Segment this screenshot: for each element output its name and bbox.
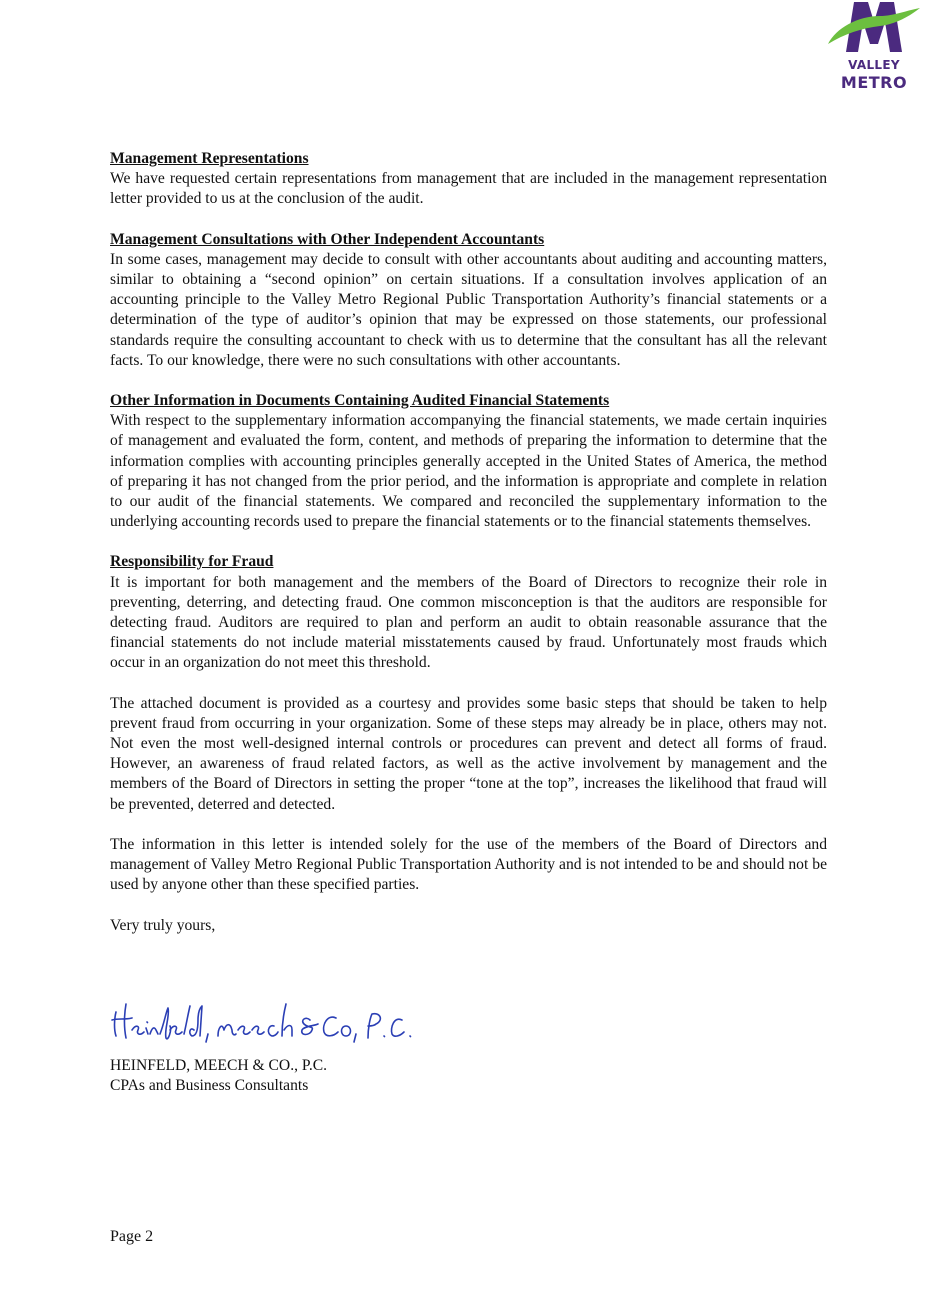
logo-text-metro: METRO xyxy=(840,73,908,92)
section-heading: Other Information in Documents Containing Audited Financial Statements xyxy=(110,392,610,410)
section-paragraph: In some cases, management may decide to consult with other accountants about auditing and accounting matters, similar to obtaining a “second opinion” on certain situations. If a consultation involves application of an accounting principle to the Valley Metro Regional Public Transportation Authority’s financial statements or a determination of the type of auditor’s opinion that may be expressed on those statements, our professional standards require the consulting accountant to check with us to determine that the consultant has all the relevant facts. To our knowledge, there were no such consultations with other accountants. xyxy=(110,250,827,369)
closing-salutation: Very truly yours, xyxy=(110,916,216,934)
valley-metro-m-icon xyxy=(824,0,924,60)
letter-body xyxy=(110,149,827,954)
logo-text-valley: VALLEY xyxy=(848,58,900,72)
section-paragraph: We have requested certain representations from management that are included in the management representation letter provided to us at the conclusion of the audit. xyxy=(110,170,827,208)
section-paragraph: With respect to the supplementary information accompanying the financial statements, we made certain inquiries of management and evaluated the form, content, and methods of preparing the information to determine that the information complies with accounting principles generally accepted in the United States of America, the method of preparing it has not changed from the prior period, and the information is appropriate and complete in relation to our audit of the financial statements. We compared and reconciled the supplementary information to the underlying accounting records used to prepare the financial statements or to the financial statements themselves. xyxy=(110,412,827,531)
section-paragraph: It is important for both management and the members of the Board of Directors to recognize their role in preventing, deterring, and detecting fraud. One common misconception is that the auditors are responsible for detecting fraud. Auditors are required to plan and perform an audit to obtain reasonable assurance that the financial statements do not include material misstatements caused by fraud. Unfortunately most frauds which occur in an organization do not meet this threshold. xyxy=(110,573,827,672)
body-paragraph: The information in this letter is intended solely for the use of the members of the Board of Directors and management of Valley Metro Regional Public Transportation Authority and is not intended to be and should not be used by anyone other than these specified parties. xyxy=(110,835,827,894)
section-heading: Responsibility for Fraud xyxy=(110,553,274,571)
paragraph-intended-use xyxy=(110,835,827,896)
section-management-consultations xyxy=(110,230,827,371)
section-management-representations xyxy=(110,149,827,210)
body-paragraph: The attached document is provided as a courtesy and provides some basic steps that should be taken to help prevent fraud from occurring in your organization. Some of these steps may already be in place, others may not. Not even the most well-designed internal controls or procedures can prevent and detect all forms of fraud. However, an awareness of fraud related factors, as well as the active involvement by management and the members of the Board of Directors in setting the proper “tone at the top”, increases the likelihood that fraud will be prevented, deterred and detected. xyxy=(110,694,827,813)
firm-subtitle: CPAs and Business Consultants xyxy=(110,1077,309,1094)
handwritten-signature xyxy=(110,990,440,1046)
paragraph-attached-document xyxy=(110,694,827,815)
section-other-information xyxy=(110,391,827,532)
section-responsibility-for-fraud xyxy=(110,552,827,673)
section-heading: Management Consultations with Other Independent Accountants xyxy=(110,230,545,248)
valley-metro-logo xyxy=(824,0,924,96)
section-heading: Management Representations xyxy=(110,150,309,167)
firm-name: HEINFELD, MEECH & CO., P.C. xyxy=(110,1057,328,1074)
page-number: Page 2 xyxy=(110,1228,154,1245)
firm-block xyxy=(110,1056,327,1096)
